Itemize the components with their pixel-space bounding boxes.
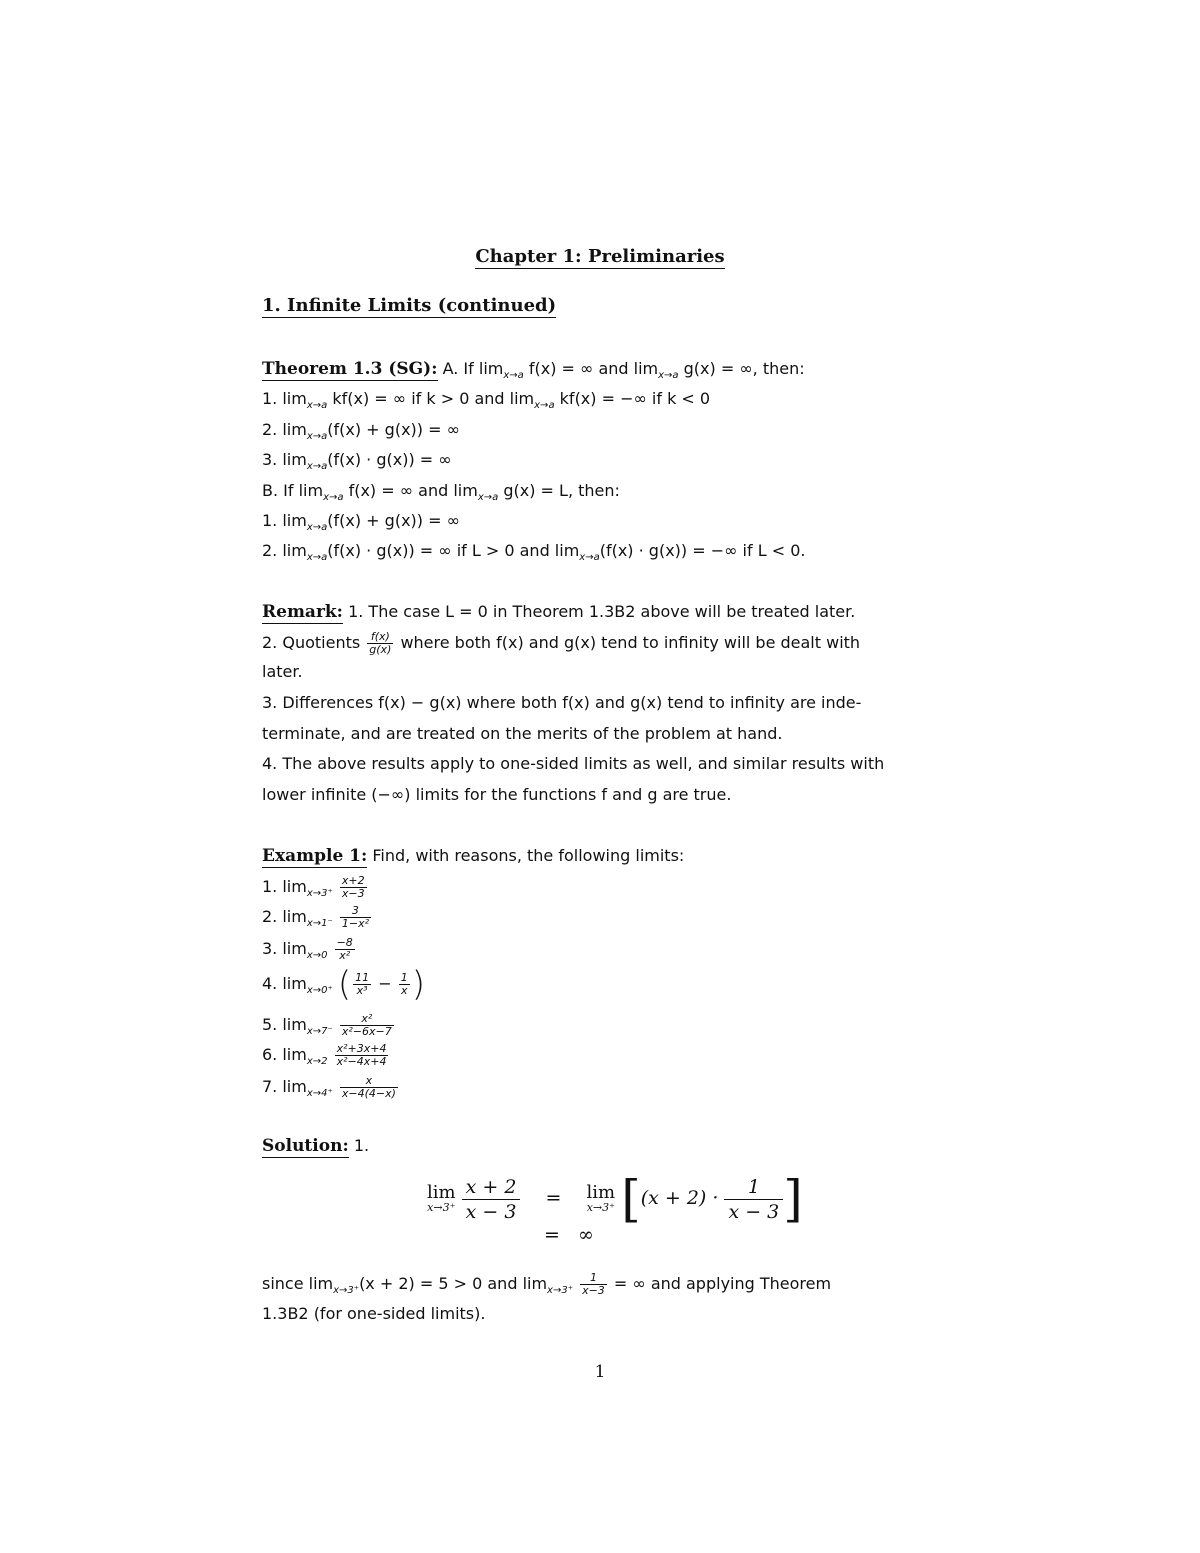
remark-2-cont: later. [262,662,303,681]
theorem-b2: 2. $\lim_{x\to a}(f(x) \cdot g(x))$ = ∞ if L > 0 and $\lim_{x\to a}(f(x) \cdot g(x))$ = −∞ if L < 0. [262,541,806,563]
theorem-a2: 2. $\lim_{x\to a}(f(x) + g(x))$ = ∞ [262,420,460,442]
example-item-6: 6. $\lim_{x\to 2}$ $\frac{\text{x²+3x+4}}{\text{x²−4x+4}}$ [262,1042,387,1068]
remark-2: 2. Quotients $\frac{f(x)}{g(x)}$ where both f(x) and g(x) tend to infinity will be dealt with [262,630,861,656]
example-item-4: 4. $\lim_{x\to 0^+}$ ( $\frac{11}{\text{x³}}$ − $\frac{1}{x}$ ) [262,964,425,1005]
theorem-a3: 3. $\lim_{x\to a}(f(x) \cdot g(x))$ = ∞ [262,450,452,472]
solution-since: since $\lim_{x\to 3^+}(x + 2) = 5 > 0$ and $\lim_{x\to 3^+}$ $\frac{1}{x-3}$ = ∞ and applying Theorem [262,1271,832,1297]
remark-4-cont: lower infinite (−∞) limits for the functions f and g are true. [262,785,732,804]
chapter-title: Chapter 1: Preliminaries [475,246,725,267]
example-item-3: 3. $\lim_{x\to 0}$ $\frac{-8}{\text{x²}}$ [262,936,353,962]
theorem-b1: 1. $\lim_{x\to a}(f(x) + g(x))$ = ∞ [262,511,460,533]
example-item-2: 2. $\lim_{x\to 1^-}$ $\frac{3}{\text{1−x²}}$ [262,904,369,930]
remark-3: 3. Differences f(x) − g(x) where both f(x) and g(x) tend to infinity are inde- [262,693,862,712]
document-page [262,0,938,1553]
example-item-1: 1. $\lim_{x\to 3^+}$ $\frac{x+2}{x-3}$ [262,874,365,900]
example-item-5: 5. $\lim_{x\to 7^-}$ $\frac{\text{x²}}{\text{x²−6x−7}}$ [262,1012,392,1038]
solution-label: Solution: [262,1136,349,1156]
remark-1: Remark: 1. The case L = 0 in Theorem 1.3B2 above will be treated later. [262,602,856,622]
example-intro: Example 1: Find, with reasons, the following limits: [262,846,685,866]
remark-label: Remark: [262,602,343,622]
example-item-7: 7. $\lim_{x\to 4^+}$ $\frac{x}{x-4(4-x)}$ [262,1074,396,1100]
remark-3-cont: terminate, and are treated on the merits of the problem at hand. [262,724,783,743]
section-title: 1. Infinite Limits (continued) [262,295,557,316]
solution-intro: Solution: 1. [262,1136,370,1156]
theorem-b-intro: B. If $\lim_{x\to a} f(x)$ = ∞ and $\lim_{x\to a} g(x) = L$, then: [262,481,620,503]
remark-4: 4. The above results apply to one-sided limits as well, and similar results with [262,754,885,773]
page-number: 1 [594,1362,606,1382]
solution-equation-line-2: = ∞ [544,1224,594,1246]
theorem-intro: Theorem 1.3 (SG): A. If $\lim_{x\to a} f(x)$ = ∞ and $\lim_{x\to a} g(x)$ = ∞, then: [262,359,805,381]
theorem-label: Theorem 1.3 (SG): [262,359,438,379]
solution-equation-line-1: lim x→3⁺ $\frac{x + 2}{x - 3}$ = lim x→3⁺ [(x + 2) · $\frac{1}{x - 3}$ ] [427,1170,803,1228]
example-label: Example 1: [262,846,368,866]
theorem-a1: 1. $\lim_{x\to a} kf(x)$ = ∞ if k > 0 and $\lim_{x\to a} kf(x)$ = −∞ if k < 0 [262,389,711,411]
solution-since-cont: 1.3B2 (for one-sided limits). [262,1304,486,1323]
quotient-fraction: $\frac{f(x)}{g(x)}$ [369,630,392,656]
